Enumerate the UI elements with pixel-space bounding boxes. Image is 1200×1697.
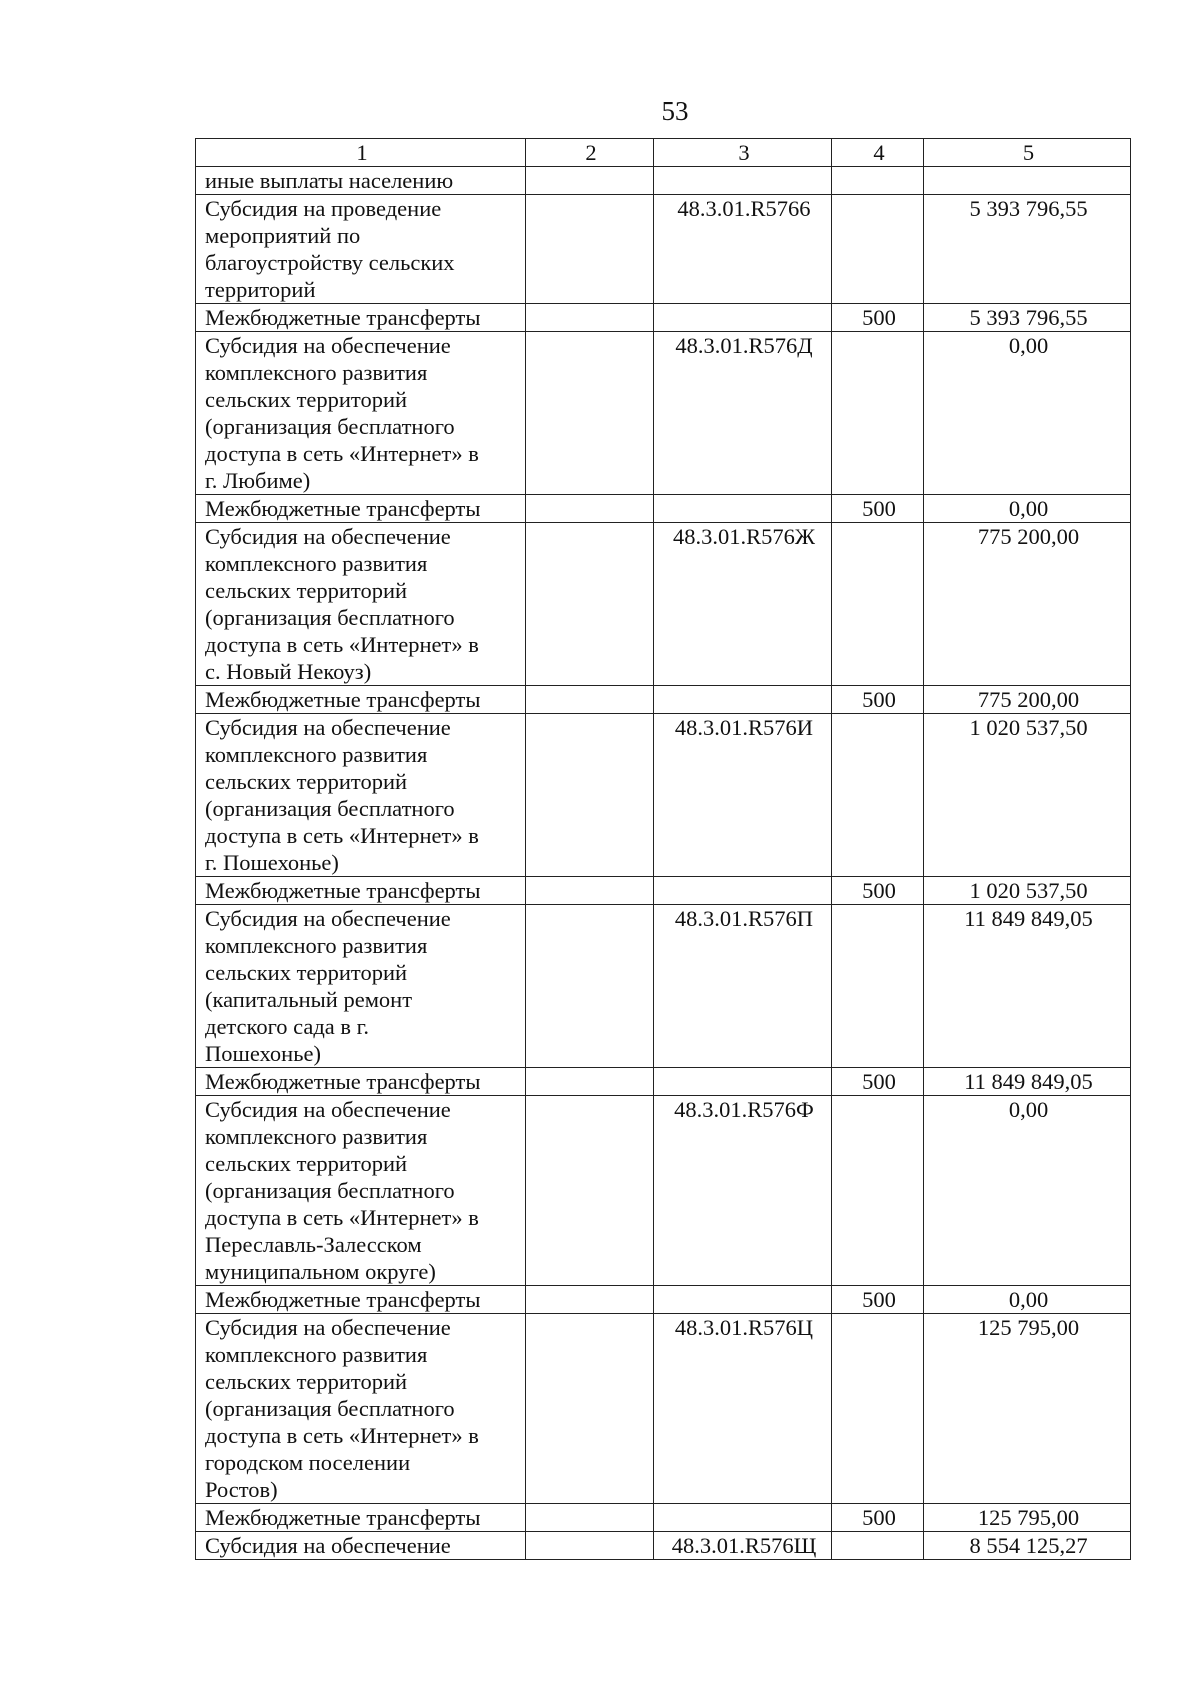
amount-cell bbox=[924, 167, 1131, 195]
expense-type-cell: 500 bbox=[832, 1068, 924, 1096]
table-header-row bbox=[196, 139, 1131, 167]
table-row bbox=[196, 714, 1131, 877]
amount-cell: 8 554 125,27 bbox=[924, 1532, 1131, 1560]
table-row bbox=[196, 877, 1131, 905]
expense-name-cell: Межбюджетные трансферты bbox=[196, 1068, 526, 1096]
amount-cell: 0,00 bbox=[924, 332, 1131, 495]
amount-cell: 0,00 bbox=[924, 495, 1131, 523]
expense-name-cell: Межбюджетные трансферты bbox=[196, 304, 526, 332]
expense-type-cell: 500 bbox=[832, 304, 924, 332]
table-row bbox=[196, 1286, 1131, 1314]
amount-cell: 0,00 bbox=[924, 1286, 1131, 1314]
table-row bbox=[196, 495, 1131, 523]
target-code-cell bbox=[654, 495, 832, 523]
expense-name-cell: Субсидия на проведение мероприятий по благоустройству сельских территорий bbox=[196, 195, 526, 304]
table-row bbox=[196, 1504, 1131, 1532]
expense-type-cell bbox=[832, 1532, 924, 1560]
expense-name-cell: Субсидия на обеспечение комплексного развития сельских территорий (организация бесплатного доступа в сеть «Интернет» в с. Новый Некоуз) bbox=[196, 523, 526, 686]
expense-name-cell: Межбюджетные трансферты bbox=[196, 877, 526, 905]
expense-name-cell: Межбюджетные трансферты bbox=[196, 495, 526, 523]
target-code-cell: 48.3.01.R576Ж bbox=[654, 523, 832, 686]
table-row bbox=[196, 195, 1131, 304]
table-row bbox=[196, 905, 1131, 1068]
page-number: 53 bbox=[661, 96, 689, 126]
amount-cell: 11 849 849,05 bbox=[924, 905, 1131, 1068]
table-row bbox=[196, 332, 1131, 495]
amount-cell: 775 200,00 bbox=[924, 686, 1131, 714]
section-cell bbox=[526, 714, 654, 877]
target-code-cell: 48.3.01.R576Щ bbox=[654, 1532, 832, 1560]
amount-cell: 1 020 537,50 bbox=[924, 714, 1131, 877]
table-row bbox=[196, 304, 1131, 332]
expense-name-cell: Субсидия на обеспечение комплексного развития сельских территорий (организация бесплатного доступа в сеть «Интернет» в г. Любиме) bbox=[196, 332, 526, 495]
expense-type-cell: 500 bbox=[832, 1286, 924, 1314]
section-cell bbox=[526, 1068, 654, 1096]
expense-name-cell: иные выплаты населению bbox=[196, 167, 526, 195]
expense-name-cell: Межбюджетные трансферты bbox=[196, 686, 526, 714]
expense-type-cell bbox=[832, 1096, 924, 1286]
section-cell bbox=[526, 877, 654, 905]
expense-type-cell: 500 bbox=[832, 1504, 924, 1532]
expense-type-cell: 500 bbox=[832, 877, 924, 905]
section-cell bbox=[526, 1286, 654, 1314]
target-code-cell bbox=[654, 304, 832, 332]
amount-cell: 775 200,00 bbox=[924, 523, 1131, 686]
header-col-2: 2 bbox=[526, 139, 654, 167]
table-row bbox=[196, 523, 1131, 686]
section-cell bbox=[526, 332, 654, 495]
target-code-cell: 48.3.01.R576Д bbox=[654, 332, 832, 495]
header-col-3: 3 bbox=[654, 139, 832, 167]
section-cell bbox=[526, 167, 654, 195]
expense-type-cell: 500 bbox=[832, 686, 924, 714]
expense-type-cell bbox=[832, 332, 924, 495]
expense-type-cell bbox=[832, 714, 924, 877]
section-cell bbox=[526, 1096, 654, 1286]
header-col-4: 4 bbox=[832, 139, 924, 167]
section-cell bbox=[526, 495, 654, 523]
header-col-1: 1 bbox=[196, 139, 526, 167]
target-code-cell: 48.3.01.R576П bbox=[654, 905, 832, 1068]
section-cell bbox=[526, 195, 654, 304]
section-cell bbox=[526, 1504, 654, 1532]
header-col-5: 5 bbox=[924, 139, 1131, 167]
target-code-cell bbox=[654, 1504, 832, 1532]
expense-name-cell: Межбюджетные трансферты bbox=[196, 1504, 526, 1532]
amount-cell: 11 849 849,05 bbox=[924, 1068, 1131, 1096]
section-cell bbox=[526, 1532, 654, 1560]
target-code-cell bbox=[654, 686, 832, 714]
table-row bbox=[196, 1532, 1131, 1560]
expense-name-cell: Субсидия на обеспечение bbox=[196, 1532, 526, 1560]
expense-type-cell bbox=[832, 905, 924, 1068]
expense-name-cell: Межбюджетные трансферты bbox=[196, 1286, 526, 1314]
section-cell bbox=[526, 523, 654, 686]
target-code-cell bbox=[654, 877, 832, 905]
expense-type-cell bbox=[832, 1314, 924, 1504]
expense-type-cell: 500 bbox=[832, 495, 924, 523]
amount-cell: 5 393 796,55 bbox=[924, 304, 1131, 332]
expense-type-cell bbox=[832, 195, 924, 304]
amount-cell: 125 795,00 bbox=[924, 1504, 1131, 1532]
target-code-cell bbox=[654, 167, 832, 195]
expense-name-cell: Субсидия на обеспечение комплексного развития сельских территорий (организация бесплатного доступа в сеть «Интернет» в городском поселении Ростов) bbox=[196, 1314, 526, 1504]
target-code-cell: 48.3.01.R576Ц bbox=[654, 1314, 832, 1504]
target-code-cell bbox=[654, 1068, 832, 1096]
table-row bbox=[196, 1068, 1131, 1096]
expense-name-cell: Субсидия на обеспечение комплексного развития сельских территорий (капитальный ремонт детского сада в г. Пошехонье) bbox=[196, 905, 526, 1068]
target-code-cell: 48.3.01.R576И bbox=[654, 714, 832, 877]
target-code-cell: 48.3.01.R5766 bbox=[654, 195, 832, 304]
table-row bbox=[196, 167, 1131, 195]
target-code-cell: 48.3.01.R576Ф bbox=[654, 1096, 832, 1286]
expense-name-cell: Субсидия на обеспечение комплексного развития сельских территорий (организация бесплатного доступа в сеть «Интернет» в Переславль-Залесском муниципальном округе) bbox=[196, 1096, 526, 1286]
amount-cell: 0,00 bbox=[924, 1096, 1131, 1286]
table-row bbox=[196, 1096, 1131, 1286]
target-code-cell bbox=[654, 1286, 832, 1314]
section-cell bbox=[526, 1314, 654, 1504]
section-cell bbox=[526, 905, 654, 1068]
budget-table bbox=[195, 138, 1131, 1560]
expense-name-cell: Субсидия на обеспечение комплексного развития сельских территорий (организация бесплатного доступа в сеть «Интернет» в г. Пошехонье) bbox=[196, 714, 526, 877]
budget-table-body bbox=[196, 139, 1131, 1560]
amount-cell: 125 795,00 bbox=[924, 1314, 1131, 1504]
table-row bbox=[196, 1314, 1131, 1504]
expense-type-cell bbox=[832, 523, 924, 686]
section-cell bbox=[526, 304, 654, 332]
table-row bbox=[196, 686, 1131, 714]
amount-cell: 5 393 796,55 bbox=[924, 195, 1131, 304]
section-cell bbox=[526, 686, 654, 714]
expense-type-cell bbox=[832, 167, 924, 195]
amount-cell: 1 020 537,50 bbox=[924, 877, 1131, 905]
